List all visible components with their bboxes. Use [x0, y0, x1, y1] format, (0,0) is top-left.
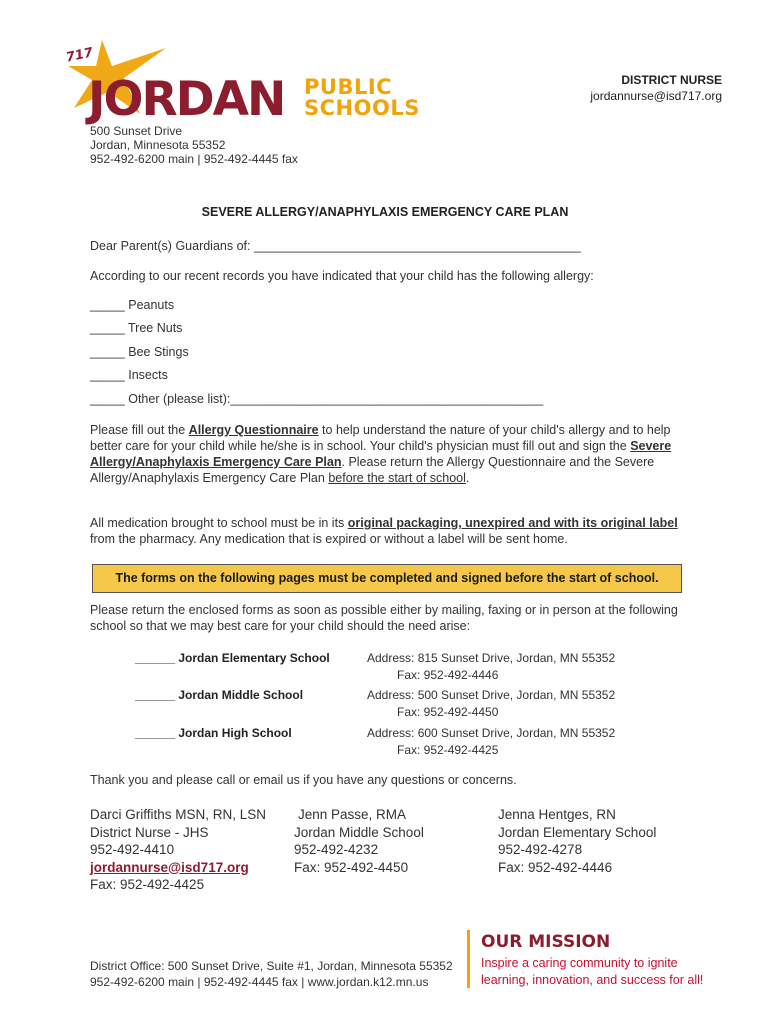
text: to help understand the nature of your child's allergy and to help better care for your child while he/she is in school. Your child's physician must fill out and sign the	[90, 423, 671, 453]
mission-line: learning, innovation, and success for all!	[481, 973, 704, 987]
text: Please fill out the	[90, 423, 189, 437]
address: Address: 500 Sunset Drive, Jordan, MN 55352	[367, 688, 616, 702]
text: . Please return the Allergy Questionnaire and the Severe Allergy/Anaphylaxis Emergency Care Plan	[90, 455, 655, 485]
text: .	[465, 471, 470, 485]
mission-line: Inspire a caring community to ignite	[481, 956, 678, 970]
mission-title: OUR MISSION	[481, 932, 611, 952]
mission-divider	[467, 930, 470, 988]
contact-fax: Fax: 952-492-4425	[90, 877, 205, 892]
contact-phone: 952-492-4232	[294, 842, 379, 857]
school-address	[367, 725, 615, 759]
contact-phone: 952-492-4410	[90, 842, 175, 857]
intro-text: According to our recent records you have indicated that your child has the following allergy:	[90, 269, 594, 283]
thanks-text: Thank you and please call or email us if you have any questions or concerns.	[90, 773, 517, 787]
contact-email[interactable]: jordannurse@isd717.org	[90, 859, 249, 875]
address: Address: 600 Sunset Drive, Jordan, MN 55352	[367, 726, 616, 740]
office-contact: 952-492-6200 main | 952-492-4445 fax | www.jordan.k12.mn.us	[90, 975, 429, 989]
contact-phone: 952-492-4278	[498, 842, 583, 857]
medication-requirement: original packaging, unexpired and with its original label	[347, 516, 678, 530]
medication-paragraph	[90, 515, 690, 547]
district-nurse-block	[590, 72, 722, 104]
address-line: 500 Sunset Drive	[90, 124, 183, 138]
contact-fax: Fax: 952-492-4450	[294, 859, 409, 875]
logo-public: PUBLIC	[304, 75, 393, 99]
contact-role: District Nurse - JHS	[90, 824, 209, 840]
care-plan-link: Severe Allergy/Anaphylaxis Emergency Care Plan	[90, 439, 672, 469]
allergy-peanuts[interactable]: _____ Peanuts	[90, 298, 175, 312]
address-line: Jordan, Minnesota 55352	[90, 138, 226, 152]
fax: Fax: 952-492-4450	[397, 705, 499, 719]
fax: Fax: 952-492-4425	[397, 743, 499, 757]
footer-office	[90, 958, 453, 990]
school-logo	[62, 36, 432, 127]
school-address	[367, 687, 615, 721]
address-block	[90, 124, 298, 166]
school-high[interactable]: ______ Jordan High School	[135, 726, 292, 740]
deadline-text: before the start of school	[328, 471, 466, 485]
greeting: Dear Parent(s) Guardians of: _______________________________________________	[90, 239, 581, 253]
address: Address: 815 Sunset Drive, Jordan, MN 55352	[367, 651, 616, 665]
school-middle[interactable]: ______ Jordan Middle School	[135, 688, 304, 702]
return-paragraph: Please return the enclosed forms as soon as possible either by mailing, faxing or in person at the following school so that we may best care for your child should the need arise:	[90, 603, 678, 633]
school-elementary[interactable]: ______ Jordan Elementary School	[135, 651, 330, 665]
contact-role: Jordan Elementary School	[498, 824, 657, 840]
fax: Fax: 952-492-4446	[397, 668, 499, 682]
logo-number: 717	[64, 45, 95, 66]
logo-schools: SCHOOLS	[304, 96, 420, 120]
contact-darci	[90, 806, 266, 894]
allergy-tree-nuts[interactable]: _____ Tree Nuts	[90, 321, 183, 335]
allergy-insects[interactable]: _____ Insects	[90, 368, 168, 382]
address-line: 952-492-6200 main | 952-492-4445 fax	[90, 152, 298, 166]
allergy-other[interactable]: _____ Other (please list):_____________________________________________	[90, 392, 544, 406]
instructions-paragraph	[90, 422, 690, 486]
nurse-email[interactable]: jordannurse@isd717.org	[590, 89, 722, 103]
page-title: SEVERE ALLERGY/ANAPHYLAXIS EMERGENCY CARE PLAN	[201, 205, 569, 219]
contact-jenn	[294, 806, 424, 876]
contact-jenna	[498, 806, 656, 876]
contact-name: Jenn Passe, RMA	[298, 807, 407, 822]
office-address: District Office: 500 Sunset Drive, Suite #1, Jordan, Minnesota 55352	[90, 959, 453, 973]
mission-text	[481, 955, 703, 989]
text: from the pharmacy. Any medication that is expired or without a label will be sent home.	[90, 532, 568, 546]
contact-name: Darci Griffiths MSN, RN, LSN	[90, 807, 267, 822]
allergy-bee-stings[interactable]: _____ Bee Stings	[90, 345, 189, 359]
text: All medication brought to school must be in its	[90, 516, 348, 530]
contact-fax: Fax: 952-492-4446	[498, 859, 613, 875]
allergy-questionnaire-link: Allergy Questionnaire	[188, 423, 319, 437]
school-address	[367, 650, 615, 684]
contact-name: Jenna Hentges, RN	[498, 807, 616, 822]
notice-banner: The forms on the following pages must be completed and signed before the start of school.	[92, 564, 682, 593]
nurse-title: DISTRICT NURSE	[621, 73, 722, 87]
contact-role: Jordan Middle School	[294, 824, 424, 840]
logo-jordan: JORDAN	[88, 72, 285, 127]
